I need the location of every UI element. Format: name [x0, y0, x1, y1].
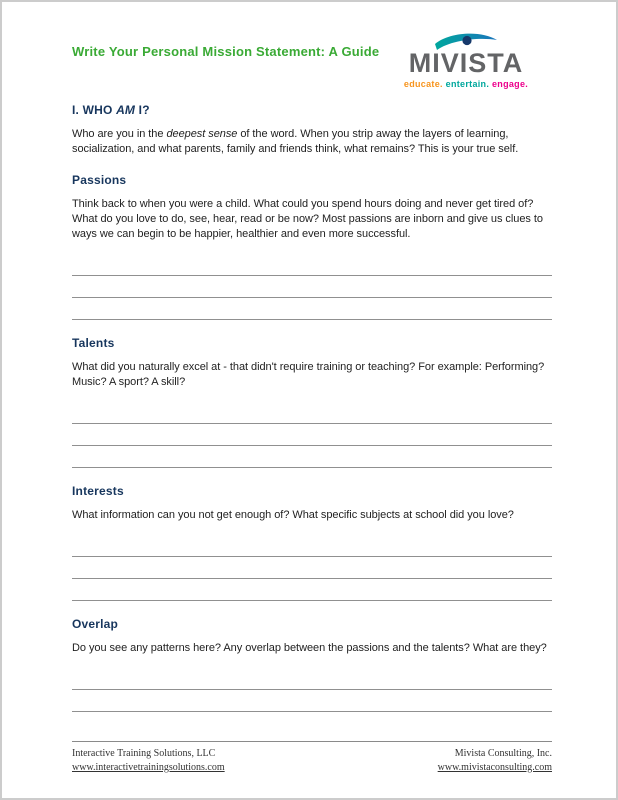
paragraph-text: of the word. When you strip away the layers of learning, socialization, and what parents, family and friends think, what remains? This is your true self. — [72, 128, 519, 155]
page-footer — [72, 741, 552, 774]
answer-line — [72, 424, 552, 446]
passions-paragraph: Think back to when you were a child. What could you spend hours doing and never get tired of? What do you love to do, see, hear, read or be now? Most passions are inborn and give us clues to ways we can begin to be happier, healthier and even more successful. — [72, 198, 543, 240]
answer-line — [72, 557, 552, 579]
section-heading-passions: Passions — [72, 173, 127, 187]
footer-left-company: Interactive Training Solutions, LLC — [72, 748, 216, 759]
answer-line — [72, 402, 552, 424]
overlap-answer-lines — [72, 668, 552, 712]
answer-line — [72, 446, 552, 468]
answer-line — [72, 668, 552, 690]
interests-answer-lines — [72, 535, 552, 601]
section-heading-talents: Talents — [72, 336, 115, 350]
tagline-educate: educate. — [403, 79, 443, 89]
page-header — [72, 32, 552, 89]
document-title: Write Your Personal Mission Statement: A Guide — [72, 44, 380, 59]
answer-line — [72, 535, 552, 557]
answer-line — [72, 579, 552, 601]
talents-answer-lines — [72, 402, 552, 468]
paragraph-text: Who are you in the — [72, 128, 167, 140]
section-heading-who-am-i — [72, 103, 552, 117]
talents-paragraph: What did you naturally excel at - that didn't require training or teaching? For example: Performing? Music? A sport? A skill? — [72, 361, 545, 388]
passions-answer-lines — [72, 254, 552, 320]
heading-text: I? — [135, 103, 150, 117]
footer-right-url[interactable]: www.mivistaconsulting.com — [437, 761, 552, 773]
answer-line — [72, 690, 552, 712]
tagline-engage: engage. — [491, 79, 529, 89]
footer-right — [438, 747, 552, 774]
logo-wordmark: MIVISTA — [408, 48, 524, 78]
section-heading-interests: Interests — [72, 484, 124, 498]
footer-right-company: Mivista Consulting, Inc. — [454, 748, 552, 759]
footer-left-url[interactable]: www.interactivetrainingsolutions.com — [72, 761, 225, 773]
logo-tagline — [380, 80, 552, 89]
heading-italic-text: AM — [116, 103, 136, 117]
paragraph-italic-text: deepest sense — [166, 128, 238, 140]
answer-line — [72, 254, 552, 276]
who-am-i-paragraph — [72, 127, 552, 157]
answer-line — [72, 298, 552, 320]
mivista-logo — [380, 32, 552, 89]
section-heading-overlap: Overlap — [72, 617, 119, 631]
footer-left — [72, 747, 225, 774]
interests-paragraph: What information can you not get enough of? What specific subjects at school did you love? — [72, 509, 514, 521]
answer-line — [72, 276, 552, 298]
overlap-paragraph: Do you see any patterns here? Any overlap between the passions and the talents? What are they? — [72, 642, 547, 654]
tagline-entertain: entertain. — [445, 79, 490, 89]
heading-text: I. WHO — [72, 103, 117, 117]
